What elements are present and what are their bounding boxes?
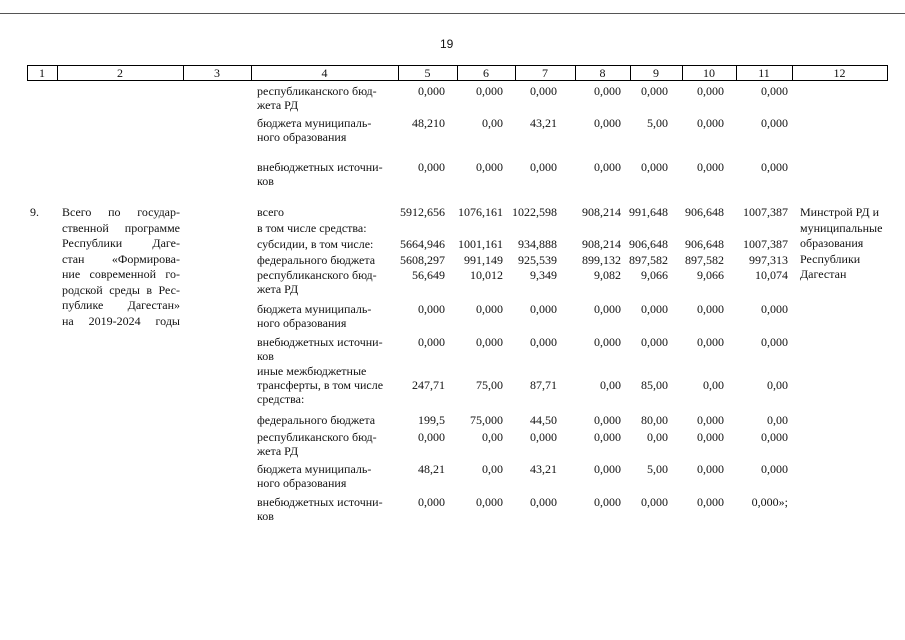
table-row-label: жета РД: [257, 98, 299, 112]
table-row-value: 48,210: [412, 116, 445, 130]
table-row-value: 0,000: [594, 84, 621, 98]
table-row-value: 0,000: [761, 462, 788, 476]
table-row-value: 1007,387: [743, 237, 788, 251]
table-row-value: 9,082: [594, 268, 621, 282]
table-row-value: 991,149: [464, 253, 503, 267]
header-col-number: 9: [653, 66, 659, 80]
table-row-value: 991,648: [629, 205, 668, 219]
table-row-value: 0,000: [641, 335, 668, 349]
table-row-value: 0,000: [476, 495, 503, 509]
table-row-value: 0,000: [761, 84, 788, 98]
table-row-value: 0,000: [594, 116, 621, 130]
table-row-value: 0,000: [641, 84, 668, 98]
table-row-value: 0,00: [482, 462, 503, 476]
table-row-label: трансферты, в том числе: [257, 378, 384, 392]
table-row-value: 0,00: [703, 378, 724, 392]
program-name-line: стан «Формирова-: [62, 251, 180, 266]
table-row-label: жета РД: [257, 282, 299, 296]
program-name-line: родской среды в Рес-: [62, 282, 180, 297]
table-row-label: всего: [257, 205, 285, 219]
table-row-label: внебюджетных источни-: [257, 495, 383, 509]
table-row-value: 897,582: [685, 253, 724, 267]
header-col-number: 4: [321, 66, 328, 80]
table-row-value: 0,000: [418, 335, 445, 349]
page-number: 19: [440, 37, 454, 51]
table-row-value: 0,000: [697, 495, 724, 509]
header-col-number: 2: [117, 66, 123, 80]
table-row-value: 906,648: [629, 237, 668, 251]
table-row-value: 0,000: [530, 302, 557, 316]
table-row-label: ного образования: [257, 476, 347, 490]
program-name-line: Республики Даге-: [62, 236, 180, 250]
table-row-value: 10,074: [755, 268, 788, 282]
table-row-value: 0,000: [530, 160, 557, 174]
table-row-value: 5912,656: [400, 205, 445, 219]
table-row-value: 925,539: [518, 253, 557, 267]
table-row-value: 9,066: [641, 268, 668, 282]
table-row-value: 1007,387: [743, 205, 788, 219]
table-row-label: жета РД: [257, 444, 299, 458]
executor-line: муниципальные: [800, 220, 883, 235]
executor-line: Минстрой РД и: [800, 205, 880, 219]
table-row-value: 199,5: [418, 413, 445, 427]
table-row-value: 0,000: [641, 160, 668, 174]
table-row-value: 5,00: [647, 462, 668, 476]
table-row-value: 5,00: [647, 116, 668, 130]
table-row-value: 43,21: [530, 462, 557, 476]
table-row-value: 75,00: [476, 378, 503, 392]
table-row-value: 9,349: [530, 268, 557, 282]
table-row-value: 1022,598: [512, 205, 557, 219]
executor-line: образования: [800, 236, 864, 250]
table-row-value: 0,00: [767, 413, 788, 427]
table-row-value: 0,000: [697, 160, 724, 174]
table-row-value: 0,000: [761, 335, 788, 349]
table-row-value: 56,649: [412, 268, 445, 282]
table-row-value: 10,012: [470, 268, 503, 282]
header-col-number: 3: [214, 66, 220, 80]
table-row-value: 0,000: [761, 116, 788, 130]
table-row-label: внебюджетных источни-: [257, 335, 383, 349]
table-row-value: 75,000: [470, 413, 503, 427]
item-number: 9.: [30, 205, 39, 219]
table-row-value: 0,000: [594, 413, 621, 427]
table-row-label: иные межбюджетные: [257, 364, 367, 378]
table-row-value: 0,000: [418, 430, 445, 444]
program-name-line: на 2019-2024 годы: [62, 313, 180, 328]
table-row-label: республиканского бюд-: [257, 430, 377, 444]
table-row-label: федерального бюджета: [257, 413, 376, 427]
table-row-value: 247,71: [412, 378, 445, 392]
table-row-value: 1001,161: [458, 237, 503, 251]
program-name-line: Всего по государ-: [62, 205, 180, 219]
table-row-value: 0,000: [594, 335, 621, 349]
table-row-value: 0,000: [530, 495, 557, 509]
table-row-value: 0,000: [530, 430, 557, 444]
table-row-value: 0,000: [761, 430, 788, 444]
table-row-value: 0,00: [600, 378, 621, 392]
table-row-value: 0,000: [697, 335, 724, 349]
table-row-value: 934,888: [518, 237, 557, 251]
table-row-label: республиканского бюд-: [257, 268, 377, 282]
table-row-label: бюджета муниципаль-: [257, 302, 372, 316]
header-col-number: 7: [542, 66, 548, 80]
header-col-number: 1: [39, 66, 45, 80]
table-row-value: 908,214: [582, 237, 621, 251]
table-row-value: 899,132: [582, 253, 621, 267]
table-row-label: республиканского бюд-: [257, 84, 377, 98]
table-row-value: 0,000: [761, 302, 788, 316]
table-row-value: 906,648: [685, 237, 724, 251]
executor-line: Республики: [800, 251, 861, 266]
table-row-value: 0,000: [697, 462, 724, 476]
table-row-label: субсидии, в том числе:: [257, 237, 374, 251]
table-row-value: 0,000: [476, 84, 503, 98]
table-row-value: 0,000: [697, 84, 724, 98]
table-row-value: 897,582: [629, 253, 668, 267]
table-row-value: 0,000: [697, 116, 724, 130]
table-row-value: 87,71: [530, 378, 557, 392]
table-row-value: 9,066: [697, 268, 724, 282]
table-row-label: бюджета муниципаль-: [257, 116, 372, 130]
table-row-label: бюджета муниципаль-: [257, 462, 372, 476]
table-row-value: 0,00: [767, 378, 788, 392]
table-row-value: 0,000: [418, 495, 445, 509]
table-row-value: 43,21: [530, 116, 557, 130]
table-row-value: 0,000: [418, 160, 445, 174]
table-row-value: 0,000: [594, 430, 621, 444]
table-row-value: 0,000: [476, 302, 503, 316]
table-row-value: 0,000»;: [751, 495, 788, 509]
program-name-line: ственной программе: [62, 220, 180, 235]
table-row-value: 44,50: [530, 413, 557, 427]
table-row-label: внебюджетных источни-: [257, 160, 383, 174]
table-row-value: 0,000: [594, 302, 621, 316]
table-row-value: 0,000: [530, 335, 557, 349]
table-row-value: 997,313: [749, 253, 788, 267]
header-col-number: 6: [483, 66, 489, 80]
table-row-value: 5608,297: [400, 253, 445, 267]
table-row-value: 0,000: [594, 462, 621, 476]
program-name-line: публике Дагестан»: [62, 298, 180, 312]
table-row-value: 0,000: [476, 160, 503, 174]
table-row-value: 5664,946: [400, 237, 445, 251]
header-col-number: 11: [758, 66, 770, 80]
table-row-label: федерального бюджета: [257, 253, 376, 267]
table-row-value: 0,000: [697, 413, 724, 427]
table-row-value: 0,000: [418, 302, 445, 316]
executor-line: Дагестан: [800, 267, 847, 281]
table-row-value: 0,000: [594, 160, 621, 174]
table-row-value: 0,000: [594, 495, 621, 509]
table-row-label: ков: [257, 509, 274, 523]
table-row-label: ков: [257, 174, 274, 188]
table-row-label: в том числе средства:: [257, 221, 367, 235]
table-row-value: 0,000: [641, 495, 668, 509]
header-col-number: 5: [424, 66, 431, 80]
table-row-value: 0,000: [697, 302, 724, 316]
table-row-value: 0,000: [530, 84, 557, 98]
table-row-label: ного образования: [257, 316, 347, 330]
table-row-value: 0,000: [418, 84, 445, 98]
table-row-value: 0,00: [482, 430, 503, 444]
table-row-label: ков: [257, 349, 274, 363]
table-row-value: 80,00: [641, 413, 668, 427]
table-row-value: 85,00: [641, 378, 668, 392]
table-row-value: 0,00: [482, 116, 503, 130]
table-row-value: 906,648: [685, 205, 724, 219]
table-row-value: 48,21: [418, 462, 445, 476]
table-row-value: 0,000: [476, 335, 503, 349]
header-col-number: 8: [599, 66, 606, 80]
table-row-value: 0,000: [697, 430, 724, 444]
table-row-value: 0,00: [647, 430, 668, 444]
header-col-number: 12: [833, 66, 846, 80]
program-name-line: ние современной го-: [62, 267, 180, 281]
table-row-value: 0,000: [761, 160, 788, 174]
table-row-value: 908,214: [582, 205, 621, 219]
table-row-label: средства:: [257, 392, 305, 406]
table-row-value: 1076,161: [458, 205, 503, 219]
table-row-label: ного образования: [257, 130, 347, 144]
table-row-value: 0,000: [641, 302, 668, 316]
header-col-number: 10: [703, 66, 715, 80]
page-top-rule: [0, 13, 905, 14]
